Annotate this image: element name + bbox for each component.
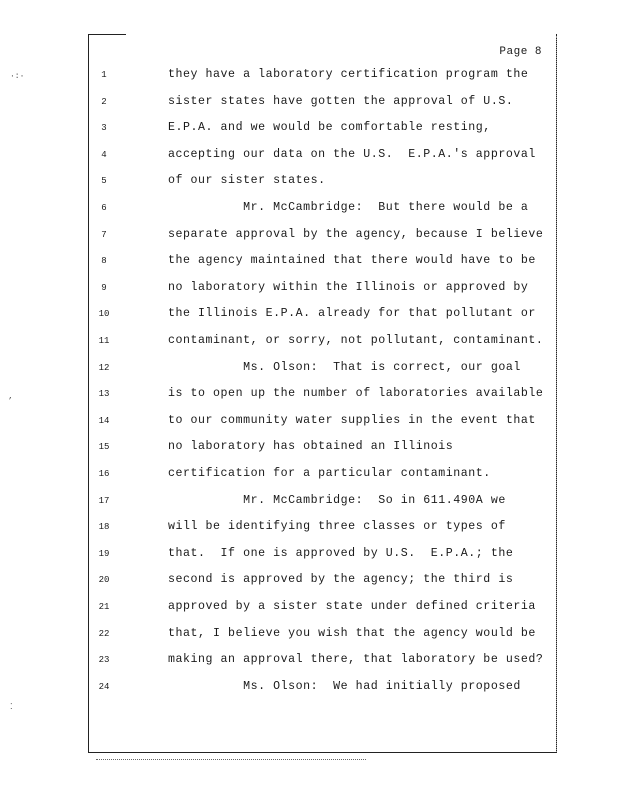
line-number: 10 bbox=[98, 309, 110, 320]
line-text: Mr. McCambridge: But there would be a bbox=[168, 201, 529, 214]
line-text: Mr. McCambridge: So in 611.490A we bbox=[168, 493, 506, 507]
line-number: 5 bbox=[101, 176, 107, 187]
transcript-line bbox=[0, 174, 618, 200]
line-number: 13 bbox=[98, 389, 110, 400]
line-number: 6 bbox=[101, 203, 107, 213]
line-text: accepting our data on the U.S. E.P.A.'s approval bbox=[168, 147, 536, 161]
margin-speck: ·:· bbox=[10, 72, 25, 81]
line-number: 8 bbox=[101, 256, 107, 267]
line-text: second is approved by the agency; the third is bbox=[168, 573, 514, 587]
line-number: 22 bbox=[98, 628, 110, 639]
transcript-line bbox=[0, 627, 618, 653]
line-text: certification for a particular contaminant. bbox=[168, 467, 491, 480]
line-text: separate approval by the agency, because I believe bbox=[168, 227, 544, 241]
line-number: 21 bbox=[98, 602, 110, 612]
transcript-line bbox=[0, 467, 618, 493]
transcript-line bbox=[0, 201, 618, 227]
transcript-line bbox=[0, 387, 618, 413]
line-text: Ms. Olson: We had initially proposed bbox=[168, 679, 521, 693]
line-number: 9 bbox=[101, 282, 107, 293]
scan-footer-artifact bbox=[96, 759, 366, 762]
transcript-line bbox=[0, 228, 618, 254]
transcript-line bbox=[0, 494, 618, 520]
transcript-line bbox=[0, 520, 618, 546]
line-text: sister states have gotten the approval of U.S. bbox=[168, 94, 514, 108]
line-number: 20 bbox=[98, 575, 110, 586]
line-text: the Illinois E.P.A. already for that pollutant or bbox=[168, 307, 536, 321]
line-text: contaminant, or sorry, not pollutant, contaminant. bbox=[168, 334, 544, 347]
line-text: they have a laboratory certification program the bbox=[168, 68, 529, 81]
transcript-line bbox=[0, 334, 618, 360]
line-text: no laboratory has obtained an Illinois bbox=[168, 440, 454, 454]
transcript-line bbox=[0, 281, 618, 307]
line-text: is to open up the number of laboratories available bbox=[168, 387, 544, 401]
line-number: 16 bbox=[98, 469, 110, 479]
page-number: Page 8 bbox=[499, 46, 542, 58]
transcript-line bbox=[0, 600, 618, 626]
transcript-line bbox=[0, 254, 618, 280]
transcript-line bbox=[0, 361, 618, 387]
line-number: 24 bbox=[98, 681, 110, 692]
line-number: 23 bbox=[98, 655, 110, 666]
transcript-line bbox=[0, 573, 618, 599]
transcript-line bbox=[0, 68, 618, 94]
line-text: to our community water supplies in the event that bbox=[168, 413, 536, 427]
margin-speck: ⁚ bbox=[10, 703, 13, 712]
transcript-line bbox=[0, 307, 618, 333]
line-text: of our sister states. bbox=[168, 174, 326, 188]
transcript-line bbox=[0, 121, 618, 147]
line-text: that. If one is approved by U.S. E.P.A.; the bbox=[168, 546, 514, 560]
line-number: 17 bbox=[98, 495, 110, 506]
line-text: E.P.A. and we would be comfortable resting, bbox=[168, 121, 491, 135]
transcript-line bbox=[0, 680, 618, 706]
line-number: 3 bbox=[101, 123, 107, 134]
line-text: will be identifying three classes or types of bbox=[168, 520, 506, 534]
line-number: 7 bbox=[101, 229, 107, 240]
transcript-line bbox=[0, 148, 618, 174]
transcript-line bbox=[0, 95, 618, 121]
line-number: 2 bbox=[101, 96, 107, 107]
line-number: 14 bbox=[98, 415, 110, 426]
line-text: making an approval there, that laboratory be used? bbox=[168, 653, 544, 667]
line-number: 19 bbox=[98, 548, 110, 559]
line-text: the agency maintained that there would have to be bbox=[168, 254, 536, 268]
line-text: Ms. Olson: That is correct, our goal bbox=[168, 360, 521, 374]
line-number: 12 bbox=[98, 362, 110, 373]
margin-speck: ‚ bbox=[8, 392, 13, 401]
line-number: 15 bbox=[98, 442, 110, 453]
line-number: 11 bbox=[98, 336, 110, 346]
line-text: no laboratory within the Illinois or approved by bbox=[168, 280, 529, 294]
transcript-line bbox=[0, 414, 618, 440]
transcript-line bbox=[0, 547, 618, 573]
transcript-line bbox=[0, 440, 618, 466]
line-text: approved by a sister state under defined criteria bbox=[168, 600, 536, 613]
line-number: 4 bbox=[101, 149, 107, 160]
transcript-line bbox=[0, 653, 618, 679]
line-number: 1 bbox=[101, 70, 107, 80]
line-text: that, I believe you wish that the agency would be bbox=[168, 626, 536, 640]
line-number: 18 bbox=[98, 522, 110, 533]
